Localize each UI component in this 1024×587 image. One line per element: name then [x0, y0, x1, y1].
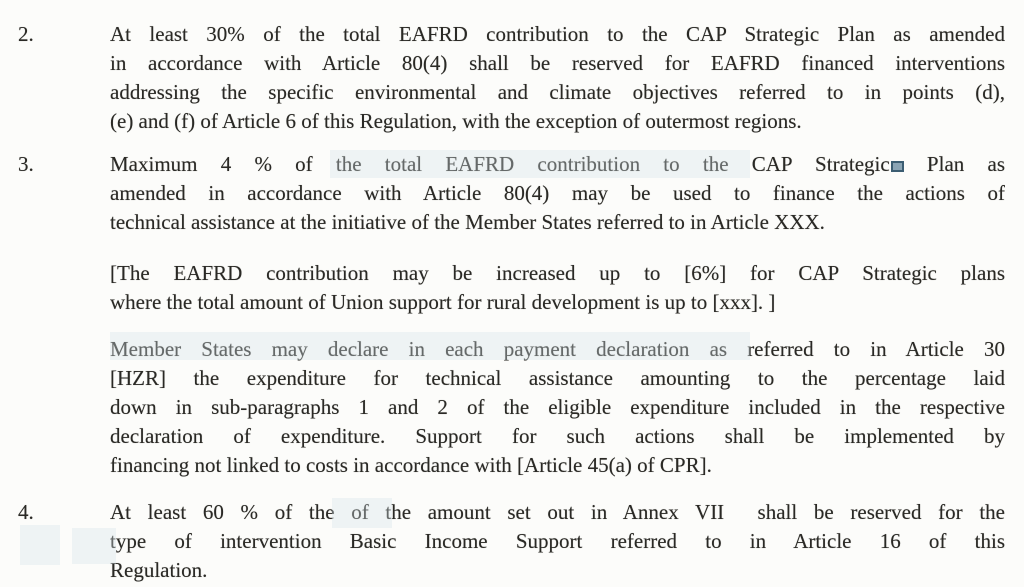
text-line: At least 30% of the total EAFRD contribution to the CAP Strategic Plan as amended [110, 22, 1005, 46]
paragraph-body [110, 335, 1005, 480]
text-line: technical assistance at the initiative of the Member States referred to in Article XXX. [110, 210, 825, 234]
text-line: type of intervention Basic Income Support referred to in Article 16 of this [110, 529, 1005, 553]
paragraph-number: 4. [18, 500, 34, 524]
paragraph-number [18, 335, 110, 480]
text-line: declaration of expenditure. Support for such actions shall be implemented by [110, 424, 1005, 448]
text-line: where the total amount of Union support for rural development is up to [xxx]. ] [110, 290, 776, 314]
paragraph-body [110, 150, 1005, 237]
text-line: in accordance with Article 80(4) shall be reserved for EAFRD financed interventions [110, 51, 1005, 75]
paragraph-body [110, 498, 1005, 585]
text-line: down in sub-paragraphs 1 and 2 of the eligible expenditure included in the respective [110, 395, 1005, 419]
text-line: [HZR] the expenditure for technical assistance amounting to the percentage laid [110, 366, 1005, 390]
text-line: At least 60 % of the of the amount set out in Annex VII shall be reserved for the [110, 500, 1005, 524]
text-line: amended in accordance with Article 80(4) may be used to finance the actions of [110, 181, 1005, 205]
text-line: Maximum 4 % of the total EAFRD contribution to the CAP Strategic Plan as [110, 152, 1005, 176]
text-line: Member States may declare in each payment declaration as referred to in Article 30 [110, 337, 1005, 361]
text-line: Regulation. [110, 558, 208, 582]
paragraph-3 [0, 150, 1024, 237]
paragraph-number [18, 259, 110, 317]
paragraph-number: 2. [18, 22, 34, 46]
paragraph-body [110, 259, 1005, 317]
text-line: [The EAFRD contribution may be increased up to [6%] for CAP Strategic plans [110, 261, 1005, 285]
comment-anchor-icon[interactable] [891, 161, 904, 172]
text-line: financing not linked to costs in accordance with [Article 45(a) of CPR]. [110, 453, 712, 477]
paragraph-3-bracketed-subparagraph [0, 259, 1024, 317]
paragraph-2 [0, 20, 1024, 136]
paragraph-4 [0, 498, 1024, 585]
paragraph-body [110, 20, 1005, 136]
text-line: addressing the specific environmental and climate objectives referred to in points (d), [110, 80, 1005, 104]
paragraph-3-member-states-subparagraph [0, 335, 1024, 480]
text-line: (e) and (f) of Article 6 of this Regulation, with the exception of outermost regions. [110, 109, 802, 133]
paragraph-number: 3. [18, 152, 34, 176]
